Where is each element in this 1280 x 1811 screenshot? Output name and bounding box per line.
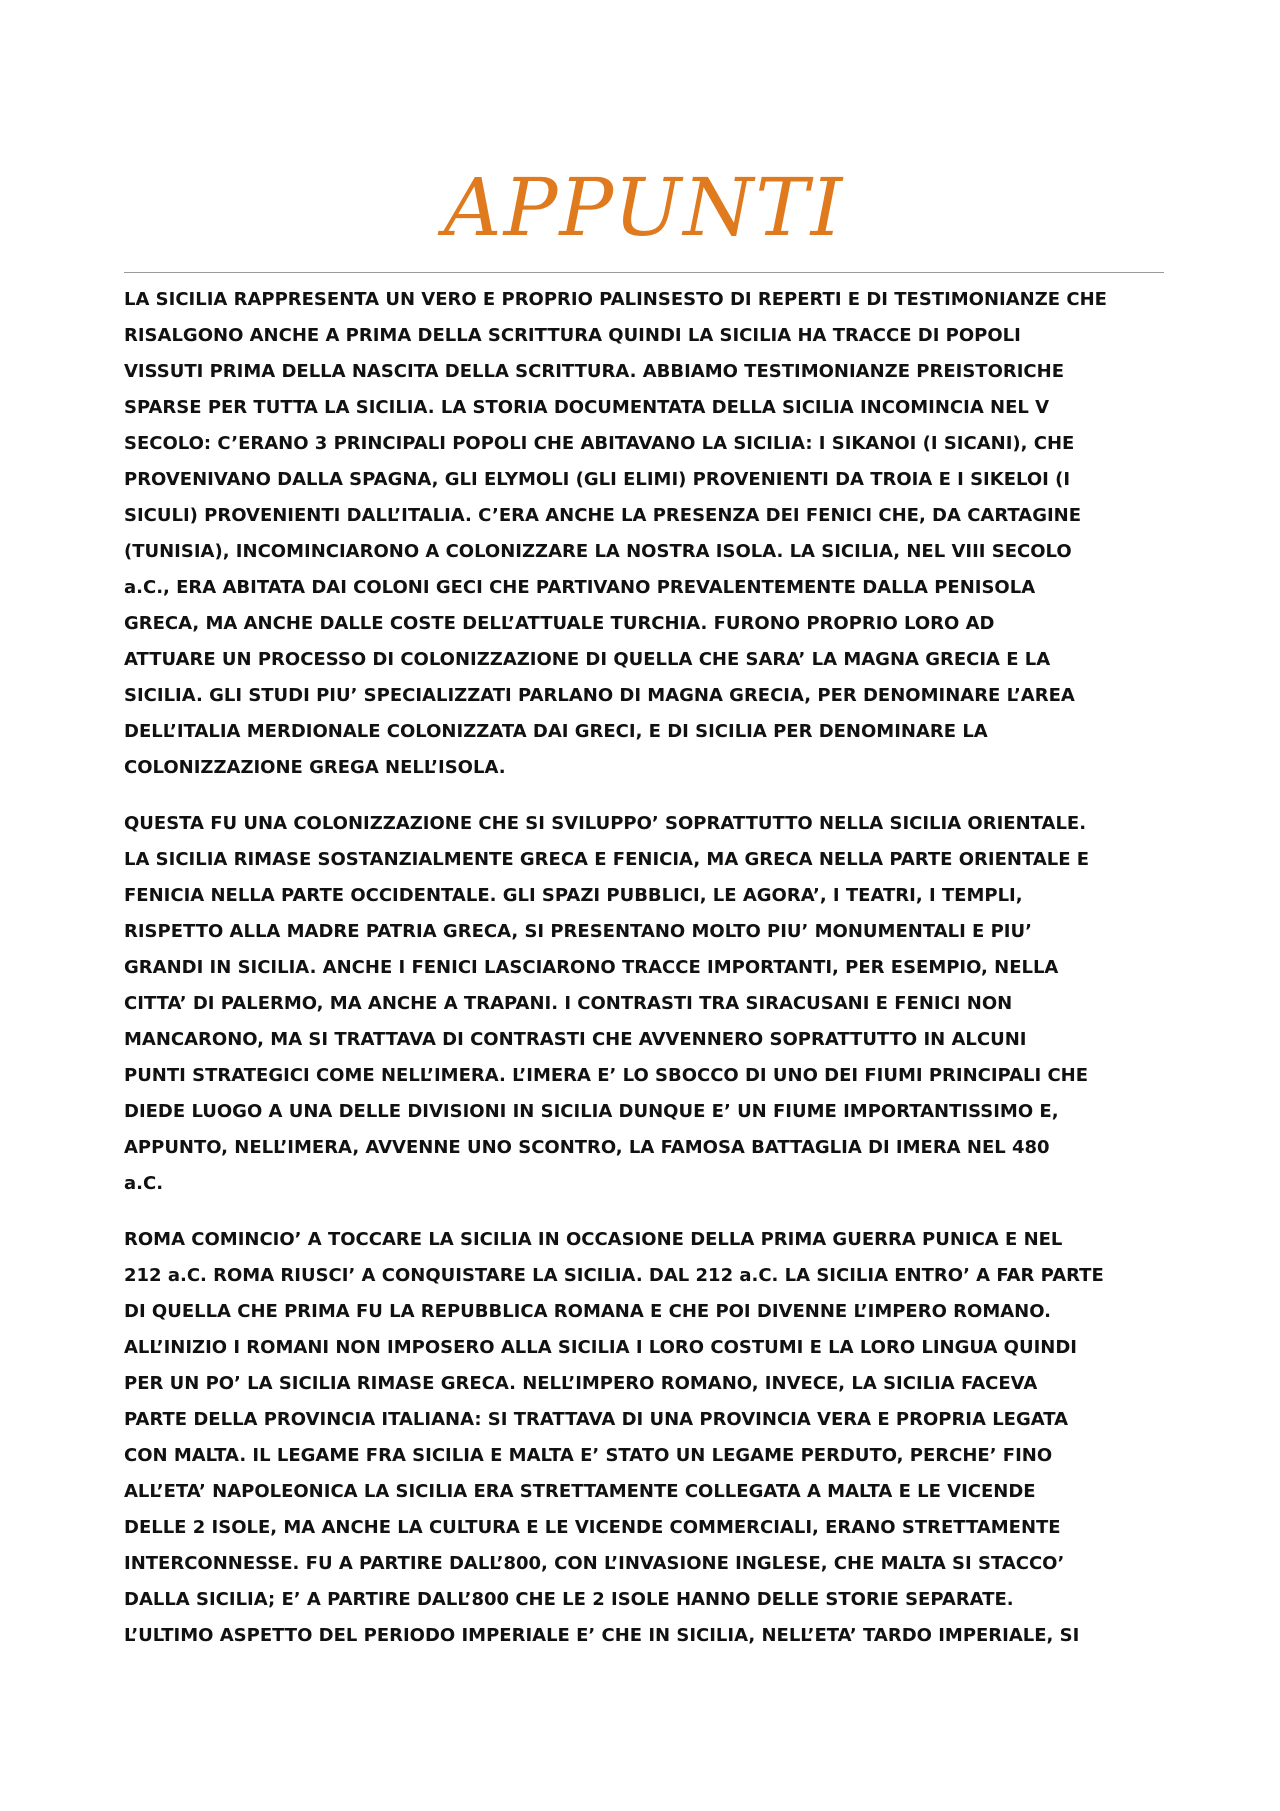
document-body — [124, 282, 1164, 1674]
text-line: DELLE 2 ISOLE, MA ANCHE LA CULTURA E LE VICENDE COMMERCIALI, ERANO STRETTAMENTE — [124, 1517, 1061, 1538]
page-title: APPUNTI — [443, 161, 845, 254]
text-line: GRECA, MA ANCHE DALLE COSTE DELL’ATTUALE TURCHIA. FURONO PROPRIO LORO AD — [124, 613, 995, 634]
text-line: DELL’ITALIA MERDIONALE COLONIZZATA DAI GRECI, E DI SICILIA PER DENOMINARE LA — [124, 721, 988, 742]
text-line: CON MALTA. IL LEGAME FRA SICILIA E MALTA E’ STATO UN LEGAME PERDUTO, PERCHE’ FINO — [124, 1445, 1053, 1466]
text-line: ROMA COMINCIO’ A TOCCARE LA SICILIA IN OCCASIONE DELLA PRIMA GUERRA PUNICA E NEL — [124, 1229, 1063, 1250]
text-line: INTERCONNESSE. FU A PARTIRE DALL’800, CON L’INVASIONE INGLESE, CHE MALTA SI STACCO’ — [124, 1553, 1065, 1574]
text-line: SPARSE PER TUTTA LA SICILIA. LA STORIA DOCUMENTATA DELLA SICILIA INCOMINCIA NEL V — [124, 397, 1050, 418]
text-line: SECOLO: C’ERANO 3 PRINCIPALI POPOLI CHE ABITAVANO LA SICILIA: I SIKANOI (I SICANI), CHE — [124, 433, 1075, 454]
text-line: ATTUARE UN PROCESSO DI COLONIZZAZIONE DI QUELLA CHE SARA’ LA MAGNA GRECIA E LA — [124, 649, 1051, 670]
paragraph-2 — [124, 806, 1164, 1202]
text-line: COLONIZZAZIONE GREGA NELL’ISOLA. — [124, 757, 506, 778]
text-line: DI QUELLA CHE PRIMA FU LA REPUBBLICA ROMANA E CHE POI DIVENNE L’IMPERO ROMANO. — [124, 1301, 1051, 1322]
text-line: FENICIA NELLA PARTE OCCIDENTALE. GLI SPAZI PUBBLICI, LE AGORA’, I TEATRI, I TEMPLI, — [124, 885, 1023, 906]
text-line: SICULI) PROVENIENTI DALL’ITALIA. C’ERA ANCHE LA PRESENZA DEI FENICI CHE, DA CARTAGINE — [124, 505, 1082, 526]
text-line: APPUNTO, NELL’IMERA, AVVENNE UNO SCONTRO, LA FAMOSA BATTAGLIA DI IMERA NEL 480 — [124, 1137, 1050, 1158]
text-line: PARTE DELLA PROVINCIA ITALIANA: SI TRATTAVA DI UNA PROVINCIA VERA E PROPRIA LEGATA — [124, 1409, 1069, 1430]
text-line: DIEDE LUOGO A UNA DELLE DIVISIONI IN SICILIA DUNQUE E’ UN FIUME IMPORTANTISSIMO E, — [124, 1101, 1059, 1122]
text-line: LA SICILIA RAPPRESENTA UN VERO E PROPRIO PALINSESTO DI REPERTI E DI TESTIMONIANZE CHE — [124, 289, 1107, 310]
text-line: MANCARONO, MA SI TRATTAVA DI CONTRASTI CHE AVVENNERO SOPRATTUTTO IN ALCUNI — [124, 1029, 1027, 1050]
text-line: L’ULTIMO ASPETTO DEL PERIODO IMPERIALE E’ CHE IN SICILIA, NELL’ETA’ TARDO IMPERIALE, SI — [124, 1625, 1080, 1646]
text-line: DALLA SICILIA; E’ A PARTIRE DALL’800 CHE LE 2 ISOLE HANNO DELLE STORIE SEPARATE. — [124, 1589, 1014, 1610]
text-line: ALL’ETA’ NAPOLEONICA LA SICILIA ERA STRETTAMENTE COLLEGATA A MALTA E LE VICENDE — [124, 1481, 1036, 1502]
text-line: a.C. — [124, 1173, 164, 1194]
text-line: 212 a.C. ROMA RIUSCI’ A CONQUISTARE LA SICILIA. DAL 212 a.C. LA SICILIA ENTRO’ A FAR PARTE — [124, 1265, 1104, 1286]
text-line: SICILIA. GLI STUDI PIU’ SPECIALIZZATI PARLANO DI MAGNA GRECIA, PER DENOMINARE L’AREA — [124, 685, 1075, 706]
text-line: ALL’INIZIO I ROMANI NON IMPOSERO ALLA SICILIA I LORO COSTUMI E LA LORO LINGUA QUINDI — [124, 1337, 1077, 1358]
text-line: RISALGONO ANCHE A PRIMA DELLA SCRITTURA QUINDI LA SICILIA HA TRACCE DI POPOLI — [124, 325, 1021, 346]
text-line: CITTA’ DI PALERMO, MA ANCHE A TRAPANI. I CONTRASTI TRA SIRACUSANI E FENICI NON — [124, 993, 1013, 1014]
text-line: QUESTA FU UNA COLONIZZAZIONE CHE SI SVILUPPO’ SOPRATTUTTO NELLA SICILIA ORIENTALE. — [124, 813, 1087, 834]
text-line: LA SICILIA RIMASE SOSTANZIALMENTE GRECA E FENICIA, MA GRECA NELLA PARTE ORIENTALE E — [124, 849, 1090, 870]
text-line: PUNTI STRATEGICI COME NELL’IMERA. L’IMERA E’ LO SBOCCO DI UNO DEI FIUMI PRINCIPALI CHE — [124, 1065, 1089, 1086]
text-line: (TUNISIA), INCOMINCIARONO A COLONIZZARE LA NOSTRA ISOLA. LA SICILIA, NEL VIII SECOLO — [124, 541, 1072, 562]
text-line: a.C., ERA ABITATA DAI COLONI GECI CHE PARTIVANO PREVALENTEMENTE DALLA PENISOLA — [124, 577, 1036, 598]
text-line: RISPETTO ALLA MADRE PATRIA GRECA, SI PRESENTANO MOLTO PIU’ MONUMENTALI E PIU’ — [124, 921, 1032, 942]
text-line: VISSUTI PRIMA DELLA NASCITA DELLA SCRITTURA. ABBIAMO TESTIMONIANZE PREISTORICHE — [124, 361, 1064, 382]
text-line: GRANDI IN SICILIA. ANCHE I FENICI LASCIARONO TRACCE IMPORTANTI, PER ESEMPIO, NELLA — [124, 957, 1059, 978]
text-line: PER UN PO’ LA SICILIA RIMASE GRECA. NELL’IMPERO ROMANO, INVECE, LA SICILIA FACEVA — [124, 1373, 1038, 1394]
title-divider — [124, 272, 1164, 273]
paragraph-1 — [124, 282, 1164, 786]
text-line: PROVENIVANO DALLA SPAGNA, GLI ELYMOLI (GLI ELIMI) PROVENIENTI DA TROIA E I SIKELOI (I — [124, 469, 1071, 490]
paragraph-3 — [124, 1222, 1164, 1654]
